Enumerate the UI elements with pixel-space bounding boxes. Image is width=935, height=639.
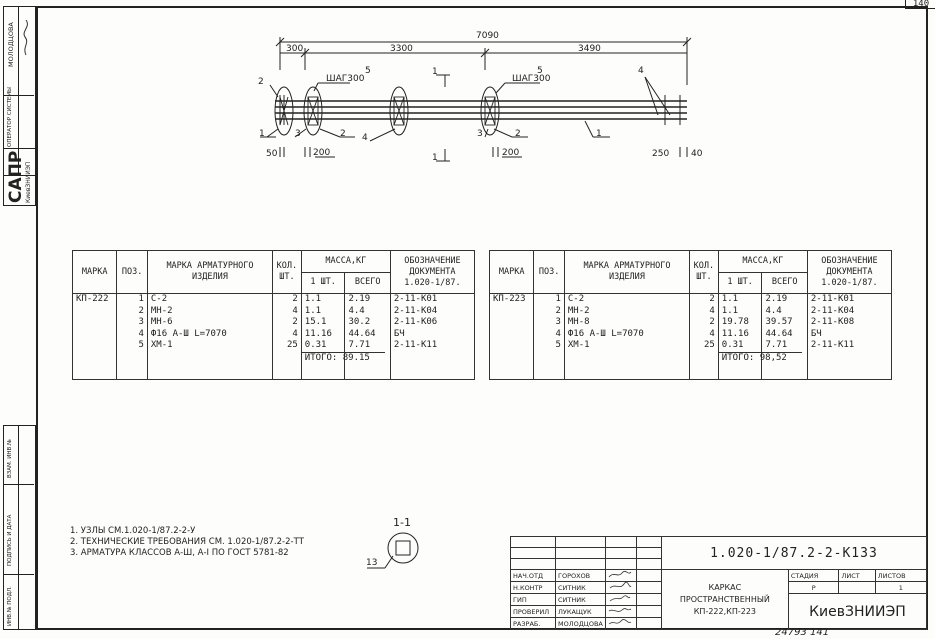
dim-40: 40 (691, 149, 703, 159)
stage-value: Р (788, 582, 839, 594)
side-strip-bottom (3, 425, 36, 630)
name-3: ЛУКАЩУК (556, 606, 606, 618)
sheet-id-label: ВЗАМ. ИНВ.№ (7, 439, 13, 478)
col-poz: ПОЗ. (117, 251, 148, 294)
callout-4-mid: 4 (362, 133, 368, 143)
col-poz-r: ПОЗ. (534, 251, 565, 294)
col-doc: ОБОЗНАЧЕНИЕ ДОКУМЕНТА 1.020-1/87. (390, 251, 474, 294)
note-1: 1. УЗЛЫ СМ.1.020-1/87.2-2-У (70, 526, 196, 536)
sheets-value: 1 (875, 582, 926, 594)
spec-table-right (489, 250, 892, 380)
cell-marka-r: КП-223 (490, 294, 534, 380)
callout-3-mid: 3 (477, 129, 483, 139)
title-block (510, 536, 927, 630)
note-3: 3. АРМАТУРА КЛАССОВ А-Ш, А-I ПО ГОСТ 5781-82 (70, 548, 289, 558)
callout-2-mid: 2 (515, 129, 521, 139)
operator-label: ОПЕРАТОР СИСТЕМЫ (7, 86, 13, 147)
callout-5-right: 5 (537, 66, 543, 76)
name-2: СИТНИК (556, 594, 606, 606)
col-izd-r: МАРКА АРМАТУРНОГО ИЗДЕЛИЯ (564, 251, 689, 294)
inv-no-label: ИНВ.№ ПОДЛ. (7, 586, 13, 626)
page-number: 140 (905, 0, 935, 9)
doc-title: КАРКАС ПРОСТРАНСТВЕННЫЙ КП-222,КП-223 (661, 570, 788, 630)
sign-date-label: ПОДПИСЬ И ДАТА (7, 514, 13, 566)
section-detail (355, 528, 435, 578)
role-0: НАЧ.ОТД (511, 570, 556, 582)
cells-total-r: 2.19 4.4 39.57 44.64 7.71 (762, 294, 807, 380)
doc-code: 1.020-1/87.2-2-К133 (661, 537, 926, 570)
role-2: ГИП (511, 594, 556, 606)
cage-drawing (240, 25, 710, 165)
dim-250: 250 (652, 149, 670, 159)
cells-kol-r: 2 4 2 4 25 (689, 294, 718, 380)
notes (70, 526, 304, 559)
cells-poz: 1 2 3 4 5 (117, 294, 148, 380)
cells-total: 2.19 4.4 30.2 44.64 7.71 (345, 294, 390, 380)
role-1: Н.КОНТР (511, 582, 556, 594)
name-4: МОЛОДЦОВА (556, 618, 606, 630)
cells-poz-r: 1 2 3 4 5 (534, 294, 565, 380)
section-title: 1-1 (393, 516, 411, 529)
sapr-org: КиевЗНИИЭП (25, 161, 32, 203)
dim-3490: 3490 (578, 44, 601, 54)
sheet-label: ЛИСТ (839, 570, 875, 582)
spec-table-left (72, 250, 475, 380)
cells-doc: 2-11-К01 2-11-К04 2-11-К06 БЧ 2-11-К11 (390, 294, 474, 380)
itogo-left: ИТОГО: 89.15 (302, 352, 385, 365)
col-total-r: ВСЕГО (762, 272, 807, 294)
step-label-right: ШАГ300 (512, 74, 551, 84)
dim-300: 300 (286, 44, 304, 54)
cells-izd-r: С-2 МН-2 МН-8 Ф16 А-Ш L=7070 ХМ-1 (564, 294, 689, 380)
callout-2-left: 2 (340, 129, 346, 139)
callout-1-left: 1 (259, 129, 265, 139)
col-marka-r: МАРКА (490, 251, 534, 294)
callout-2-top: 2 (258, 77, 264, 87)
dim-3300: 3300 (390, 44, 413, 54)
dim-overall: 7090 (476, 31, 499, 41)
col-one: 1 ШТ. (301, 272, 345, 294)
org-name: КиевЗНИИЭП (788, 594, 926, 630)
role-4: РАЗРАБ. (511, 618, 556, 630)
section-mark-top: 1 (432, 67, 438, 77)
itogo-right: ИТОГО: 98,52 (719, 352, 802, 365)
name-0: ГОРОХОВ (556, 570, 606, 582)
sheets-label: ЛИСТОВ (875, 570, 926, 582)
cells-one-r: 1.1 1.1 19.78 11.16 0.31 ИТОГО: 98,52 (718, 294, 762, 380)
col-marka: МАРКА (73, 251, 117, 294)
sign-3 (605, 606, 636, 618)
section-mark-bottom: 1 (432, 153, 438, 163)
callout-1-right: 1 (596, 129, 602, 139)
sign-2 (605, 594, 636, 606)
dim-50: 50 (266, 149, 278, 159)
col-kol: КОЛ. ШТ. (272, 251, 301, 294)
operator-name: МОЛОДЦОВА (7, 22, 15, 67)
col-total: ВСЕГО (345, 272, 390, 294)
sign-1 (605, 582, 636, 594)
callout-3-left: 3 (295, 129, 301, 139)
role-3: ПРОВЕРИЛ (511, 606, 556, 618)
col-doc-r: ОБОЗНАЧЕНИЕ ДОКУМЕНТА 1.020-1/87. (807, 251, 891, 294)
cells-izd: С-2 МН-2 МН-6 Ф16 А-Ш L=7070 ХМ-1 (147, 294, 272, 380)
cells-kol: 2 4 2 4 25 (272, 294, 301, 380)
footer-number: 24793 141 (775, 627, 830, 638)
col-massa: МАССА,КГ (301, 251, 390, 273)
sign-0 (605, 570, 636, 582)
col-one-r: 1 ШТ. (718, 272, 762, 294)
dim-200-left: 200 (313, 148, 331, 158)
col-massa-r: МАССА,КГ (718, 251, 807, 273)
section-callout: 13 (366, 558, 378, 568)
sign-4 (605, 618, 636, 630)
sapr-box (3, 148, 36, 206)
col-izd: МАРКА АРМАТУРНОГО ИЗДЕЛИЯ (147, 251, 272, 294)
cells-one: 1.1 1.1 15.1 11.16 0.31 ИТОГО: 89.15 (301, 294, 345, 380)
callout-4-top: 4 (638, 66, 644, 76)
callout-5-left: 5 (365, 66, 371, 76)
sapr-label: САПР (6, 150, 26, 203)
dim-200-mid: 200 (502, 148, 520, 158)
operator-signature (20, 17, 32, 57)
col-kol-r: КОЛ. ШТ. (689, 251, 718, 294)
stage-label: СТАДИЯ (788, 570, 839, 582)
cell-marka: КП-222 (73, 294, 117, 380)
step-label-left: ШАГ300 (326, 74, 365, 84)
note-2: 2. ТЕХНИЧЕСКИЕ ТРЕБОВАНИЯ СМ. 1.020-1/87.2-2-ТТ (70, 537, 304, 547)
cells-doc-r: 2-11-К01 2-11-К04 2-11-К08 БЧ 2-11-К11 (807, 294, 891, 380)
name-1: СИТНИК (556, 582, 606, 594)
